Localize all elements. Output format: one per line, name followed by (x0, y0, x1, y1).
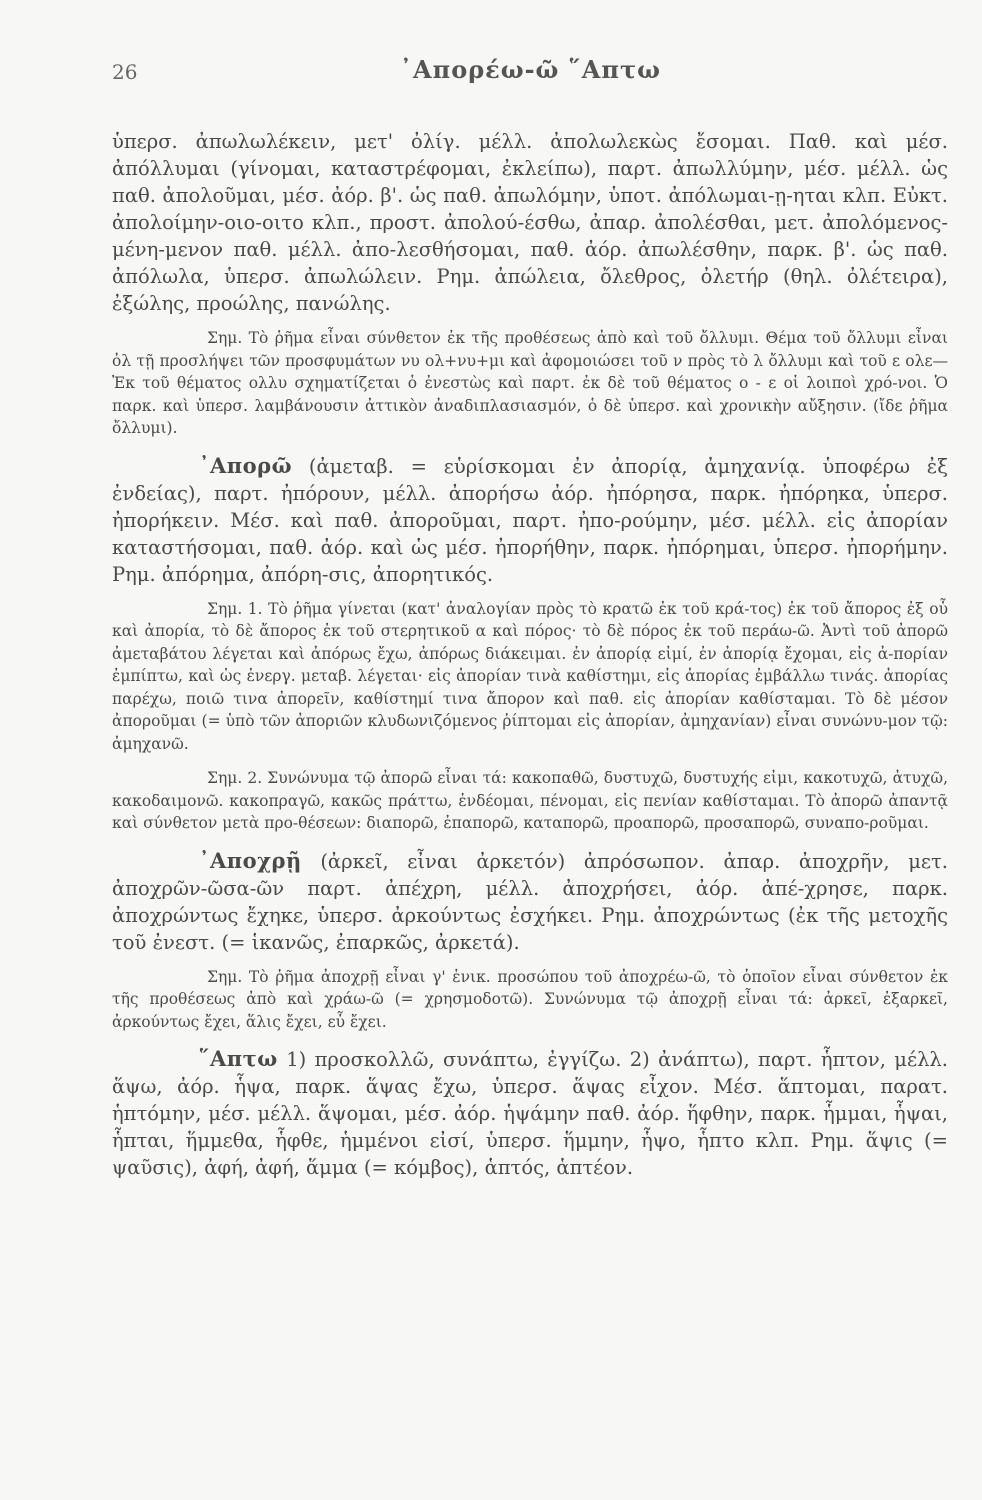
entry-text: ὑπερσ. ἀπωλωλέκειν, μετ' ὀλίγ. μέλλ. ἀπολωλεκὼς ἔσομαι. Παθ. καὶ μέσ. ἀπόλλυμαι (γίνομαι, καταστρέφομαι, ἐκλείπω), παρτ. ἀπωλλύμην, μέσ. μέλλ. ὡς παθ. ἀπολοῦμαι, μέσ. ἀόρ. β'. ὡς παθ. ἀπωλόμην, ὑποτ. ἀπόλωμαι-ῃ-ηται κλπ. Εὐκτ. ἀπολοίμην-οιο-οιτο κλπ., προστ. ἀπολού-έσθω, ἀπαρ. ἀπολέσθαι, μετ. ἀπολόμενος-μένη-μενον παθ. μέλλ. ἀπο-λεσθήσομαι, παθ. ἀόρ. ἀπωλέσθην, παρκ. β'. ὡς παθ. ἀπόλωλα, ὑπερσ. ἀπωλώλειν. Ρημ. ἀπώλεια, ὄλεθρος, ὀλετήρ (θηλ. ὀλέτειρα), ἐξώλης, προώλης, πανώλης. (112, 130, 948, 315)
running-head: ᾿Απορέω-ῶ ῞Απτω (400, 55, 661, 84)
note-text: Σημ. Τὸ ῥῆμα ἀποχρῇ εἶναι γ' ἑνικ. προσώπου τοῦ ἀποχρέω-ῶ, τὸ ὁποῖον εἶναι σύνθετον ἐκ τῆς προθέσεως ἀπὸ καὶ χράω-ῶ (= χρησμοδοτῶ). Συνώνυμα τῷ ἀποχρῇ εἶναι τά: ἀρκεῖ, ἐξαρκεῖ, ἀρκούντως ἔχει, ἅλις ἔχει, εὖ ἔχει. (112, 967, 948, 1031)
note-text: Σημ. 1. Τὸ ῥῆμα γίνεται (κατ' ἀναλογίαν πρὸς τὸ κρατῶ ἐκ τοῦ κρά-τος) ἐκ τοῦ ἄπορος ἐξ οὗ καὶ ἀπορία, τὸ δὲ ἄπορος ἐκ τοῦ στερητικοῦ α καὶ πόρος· τὸ δὲ πόρος ἐκ τοῦ περάω-ῶ. Ἀντὶ τοῦ ἀπορῶ ἀμεταβάτου λέγεται καὶ ἀπόρως ἔχω, ἀπόρως διάκειμαι. ἐν ἀπορίᾳ εἰμί, ἐν ἀπορίᾳ ἔχομαι, εἰς ἀ-πορίαν ἐμπίπτω, καὶ ὡς ἐνεργ. μεταβ. λέγεται· εἰς ἀπορίαν τινὰ καθίστημι, εἰς ἀπορίας ἐμβάλλω τινάς. ἀπορίας παρέχω, ποιῶ τινα ἀπορεῖν, καθίστημί τινα ἄπορον καὶ παθ. εἰς ἀπορίαν καθίσταμαι. Τὸ δὲ μέσον ἀποροῦμαι (= ὑπὸ τῶν ἀποριῶν κλυδωνιζόμενος ῥίπτομαι εἰς ἀπορίαν, ἀμηχανίαν) εἶναι συνώνυ-μον τῷ: ἀμηχανῶ. (112, 599, 948, 753)
dictionary-entry-apochre (112, 847, 948, 956)
dictionary-entry-aporo (112, 452, 948, 588)
entry-text: 1) προσκολλῶ, συνάπτω, ἐγγίζω. 2) ἀνάπτω), παρτ. ἧπτον, μέλλ. ἅψω, ἀόρ. ἧψα, παρκ. ἅψας ἔχω, ὑπερσ. ἅψας εἶχον. Μέσ. ἅπτομαι, παρατ. ἡπτόμην, μέσ. μέλλ. ἅψομαι, μέσ. ἀόρ. ἡψάμην παθ. ἀόρ. ἥφθην, παρκ. ἧμμαι, ἧψαι, ἧπται, ἥμμεθα, ἧφθε, ἡμμένοι εἰσί, ὑπερσ. ἥμμην, ἧψο, ἧπτο κλπ. Ρημ. ἅψις (= ψαῦσις), ἀφή, ἀφή, ἅμμα (= κόμβος), ἁπτός, ἁπτέον. (112, 1048, 948, 1179)
grammar-note (112, 327, 948, 440)
page-body (112, 128, 948, 1191)
entry-text: (ἀρκεῖ, εἶναι ἀρκετόν) ἀπρόσωπον. ἀπαρ. ἀποχρῆν, μετ. ἀποχρῶν-ῶσα-ῶν παρτ. ἀπέχρη, μέλλ. ἀποχρήσει, ἀόρ. ἀπέ-χρησε, παρκ. ἀποχρώντως ἔχηκε, ὑπερσ. ἀρκούντως ἐσχήκει. Ρημ. ἀποχρώντως (ἐκ τῆς μετοχῆς τοῦ ἐνεστ. (= ἱκανῶς, ἐπαρκῶς, ἀρκετά). (112, 849, 948, 954)
grammar-note (112, 598, 948, 756)
entry-text: (ἀμεταβ. = εὑρίσκομαι ἐν ἀπορίᾳ, ἀμηχανίᾳ. ὑποφέρω ἐξ ἐνδείας), παρτ. ἠπόρουν, μέλλ. ἀπορήσω ἀόρ. ἠπόρησα, παρκ. ἠπόρηκα, ὑπερσ. ἠπορήκειν. Μέσ. καὶ παθ. ἀποροῦμαι, παρτ. ἠπο-ρούμην, μέσ. μέλλ. εἰς ἀπορίαν καταστήσομαι, παθ. ἀόρ. καὶ ὡς μέσ. ἠπορήθην, παρκ. ἠπόρημαι, ὑπερσ. ἠπορήμην. Ρημ. ἀπόρημα, ἀπόρη-σις, ἀπορητικός. (112, 454, 948, 586)
note-text: Σημ. Τὸ ῥῆμα εἶναι σύνθετον ἐκ τῆς προθέσεως ἀπὸ καὶ τοῦ ὄλλυμι. Θέμα τοῦ ὄλλυμι εἶναι ὀλ τῇ προσλήψει τῶν προσφυμάτων νυ ολ+νυ+μι καὶ ἀφομοιώσει τοῦ ν πρὸς τὸ λ ὄλλυμι καὶ τοῦ ε ολε— Ἐκ τοῦ θέματος ολλυ σχηματίζεται ὁ ἐνεστὼς καὶ παρτ. ἐκ δὲ τοῦ θέματος ο - ε οἱ λοιποὶ χρό-νοι. Ὁ παρκ. καὶ ὑπερσ. λαμβάνουσιν ἀττικὸν ἀναδιπλασιασμόν, ὁ δὲ ὑπερσ. καὶ χρονικὴν αὔξησιν. (ἴδε ῥῆμα ὄλλυμι). (112, 329, 948, 437)
headword: ᾿Αποχρῇ (199, 847, 302, 873)
grammar-note (112, 767, 948, 835)
headword: ᾿Απορῶ (199, 452, 293, 478)
grammar-note (112, 966, 948, 1034)
entry-continuation (112, 128, 948, 317)
dictionary-entry-apto (112, 1045, 948, 1181)
headword: ῞Απτω (199, 1046, 278, 1071)
page-number: 26 (112, 60, 138, 84)
note-text: Σημ. 2. Συνώνυμα τῷ ἀπορῶ εἶναι τά: κακοπαθῶ, δυστυχῶ, δυστυχής εἰμι, κακοτυχῶ, ἀτυχῶ, κακοδαιμονῶ. κακοπραγῶ, κακῶς πράττω, ἐνδέομαι, πένομαι, εἰς πενίαν καθίσταμαι. Τὸ ἀπορῶ ἀπαντᾷ καὶ σύνθετον μετὰ προ-θέσεων: διαπορῶ, ἐπαπορῶ, καταπορῶ, προαπορῶ, προσαπορῶ, συναπο-ροῦμαι. (112, 769, 948, 832)
